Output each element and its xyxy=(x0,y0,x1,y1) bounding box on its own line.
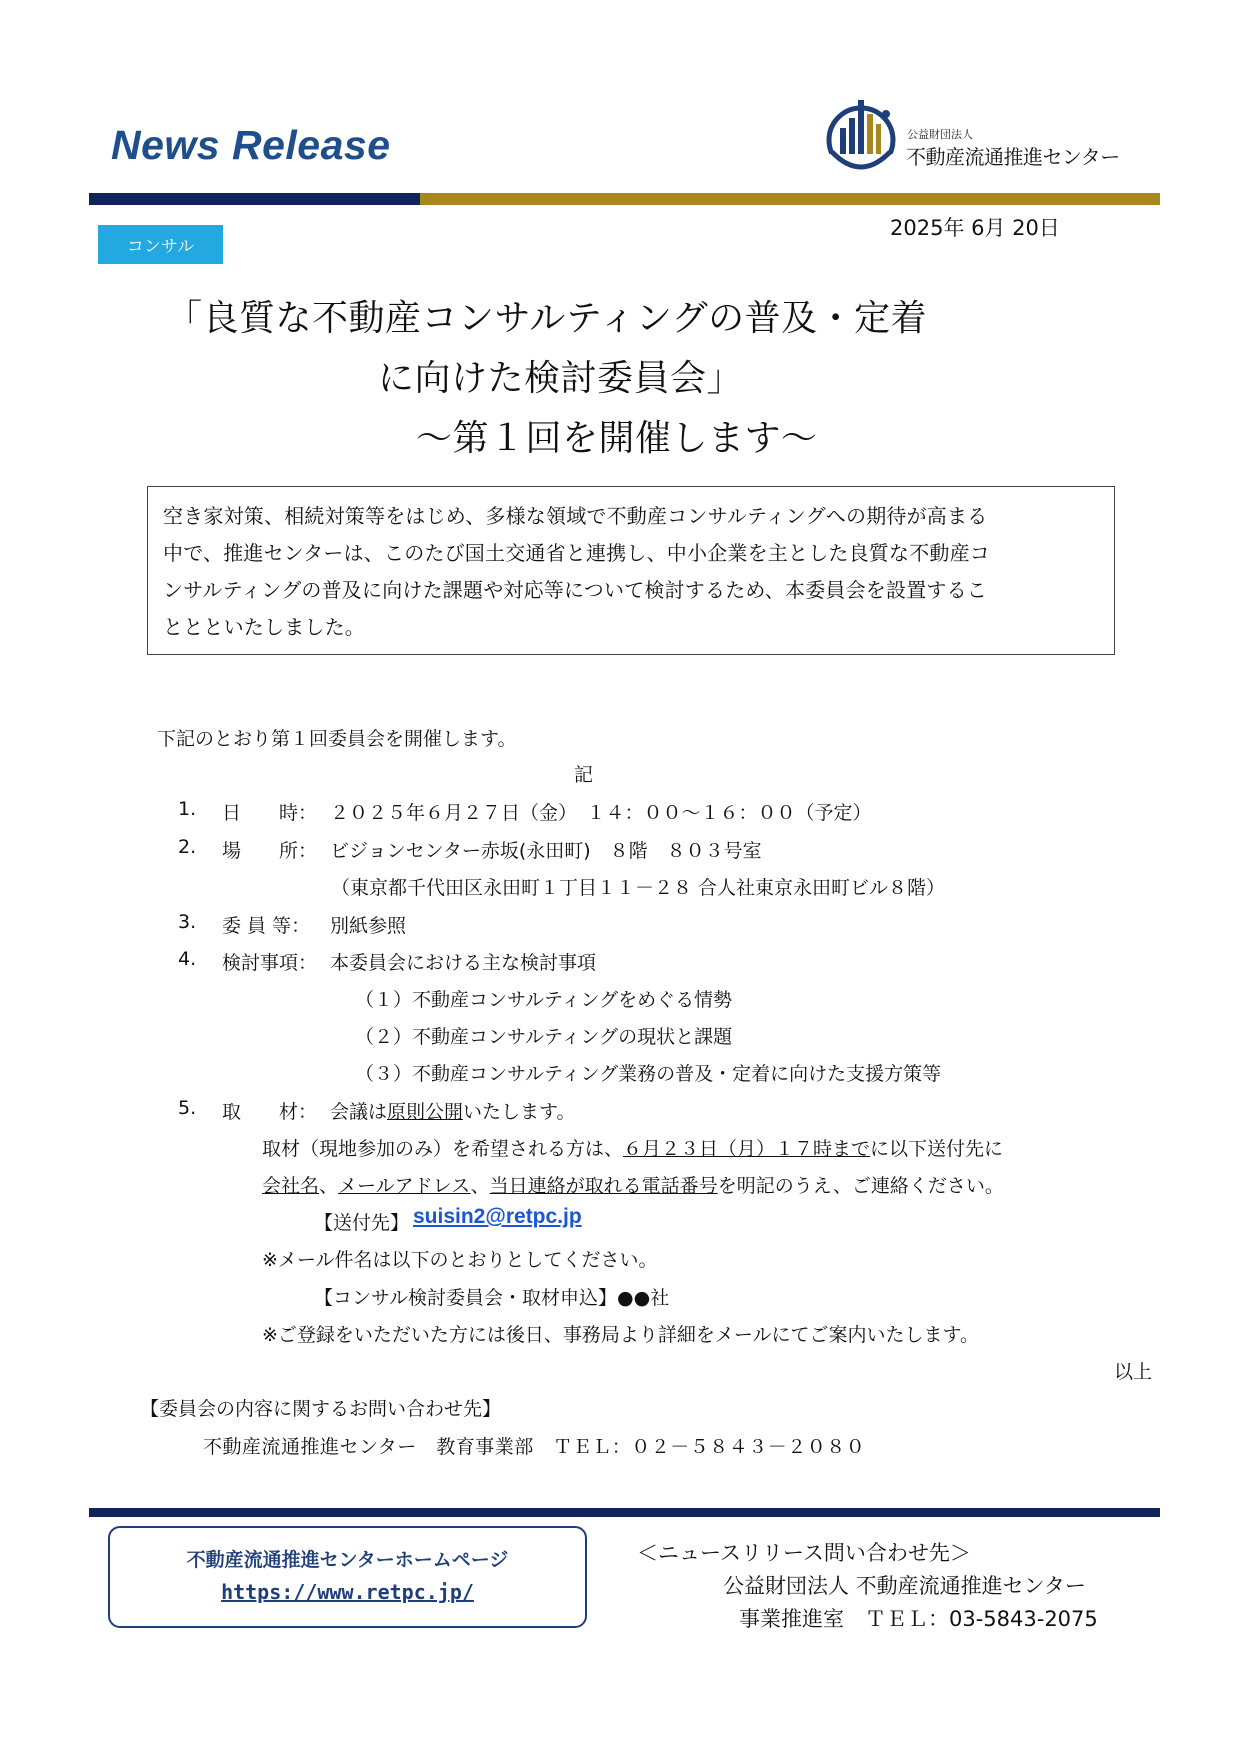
logo-icon xyxy=(826,92,896,176)
item-number: 4. xyxy=(178,948,197,970)
contact-tel: 事業推進室 ＴＥＬ：03-5843-2075 xyxy=(739,1607,1098,1631)
item-place-address: （東京都千代田区永田町１丁目１１－２８ 合人社東京永田町ビル８階） xyxy=(331,877,946,899)
send-to-label: 【送付先】 xyxy=(314,1212,410,1234)
homepage-box xyxy=(108,1526,587,1628)
header-bar-gold xyxy=(420,193,1160,205)
item-label-topics: 検討事項： xyxy=(222,952,318,974)
news-release-heading: News Release xyxy=(111,122,391,168)
homepage-link[interactable]: https://www.retpc.jp/ xyxy=(221,1580,474,1604)
title-line-2: に向けた検討委員会」 xyxy=(378,358,744,399)
summary-line: 中で、推進センターは、このたび国土交通省と連携し、中小企業を主とした良質な不動産コ xyxy=(163,541,990,565)
item-value-topics: 本委員会における主な検討事項 xyxy=(330,952,597,974)
item-number: 1. xyxy=(178,798,197,820)
email-subject: 【コンサル検討委員会・取材申込】●●社 xyxy=(314,1287,670,1309)
inquiry-heading: 【委員会の内容に関するお問い合わせ先】 xyxy=(140,1398,502,1420)
title-line-3: ～第１回を開催します～ xyxy=(416,418,818,459)
footer-bar xyxy=(89,1508,1160,1517)
item-label-press: 取 材： xyxy=(222,1101,318,1123)
ki-label: 記 xyxy=(574,764,594,786)
item-label-members: 委 員 等： xyxy=(222,915,311,937)
topic-item: （３）不動産コンサルティング業務の普及・定着に向けた支援方策等 xyxy=(355,1063,942,1085)
item-value-press: 会議は原則公開いたします。 xyxy=(330,1101,576,1123)
registration-note: ※ご登録をいただいた方には後日、事務局より詳細をメールにてご案内いたします。 xyxy=(262,1324,980,1346)
press-instruction-line-1: 取材（現地参加のみ）を希望される方は、６月２３日（月）１７時までに以下送付先に xyxy=(262,1138,1004,1160)
contact-org: 公益財団法人 不動産流通推進センター xyxy=(723,1574,1086,1598)
category-tag: コンサル xyxy=(98,225,223,264)
release-date: 2025年 6月 20日 xyxy=(890,216,1060,240)
contact-heading: ＜ニュースリリース問い合わせ先＞ xyxy=(637,1541,971,1565)
item-value-place: ビジョンセンター赤坂(永田町) ８階 ８０３号室 xyxy=(330,840,762,862)
press-instruction-line-2: 会社名、メールアドレス、当日連絡が取れる電話番号を明記のうえ、ご連絡ください。 xyxy=(262,1175,1004,1197)
ijo-label: 以上 xyxy=(1114,1361,1153,1383)
item-value-members: 別紙参照 xyxy=(330,915,407,937)
org-type: 公益財団法人 xyxy=(907,128,973,141)
item-number: 5. xyxy=(178,1097,197,1119)
homepage-title: 不動産流通推進センターホームページ xyxy=(186,1549,509,1571)
header-bar-navy xyxy=(89,193,420,205)
subject-note: ※メール件名は以下のとおりとしてください。 xyxy=(262,1249,658,1271)
topic-item: （２）不動産コンサルティングの現状と課題 xyxy=(355,1026,733,1048)
item-value-date: ２０２５年６月２７日（金） １４：００～１６：００（予定） xyxy=(330,802,872,824)
summary-line: ととといたしました。 xyxy=(163,615,365,639)
item-number: 3. xyxy=(178,911,197,933)
inquiry-line: 不動産流通推進センター 教育事業部 ＴＥＬ：０２－５８４３－２０８０ xyxy=(203,1436,866,1458)
summary-line: ンサルティングの普及に向けた課題や対応等について検討するため、本委員会を設置するこ xyxy=(163,578,987,602)
title-line-1: 「良質な不動産コンサルティングの普及・定着 xyxy=(166,298,928,339)
intro-text: 下記のとおり第１回委員会を開催します。 xyxy=(157,728,517,750)
summary-line: 空き家対策、相続対策等をはじめ、多様な領域で不動産コンサルティングへの期待が高まる xyxy=(163,504,988,528)
item-number: 2. xyxy=(178,836,197,858)
item-label-place: 場 所： xyxy=(222,840,318,862)
org-name: 不動産流通推進センター xyxy=(906,145,1120,169)
email-link[interactable]: suisin2@retpc.jp xyxy=(413,1205,582,1228)
topic-item: （１）不動産コンサルティングをめぐる情勢 xyxy=(355,989,733,1011)
item-label-date: 日 時： xyxy=(222,802,318,824)
